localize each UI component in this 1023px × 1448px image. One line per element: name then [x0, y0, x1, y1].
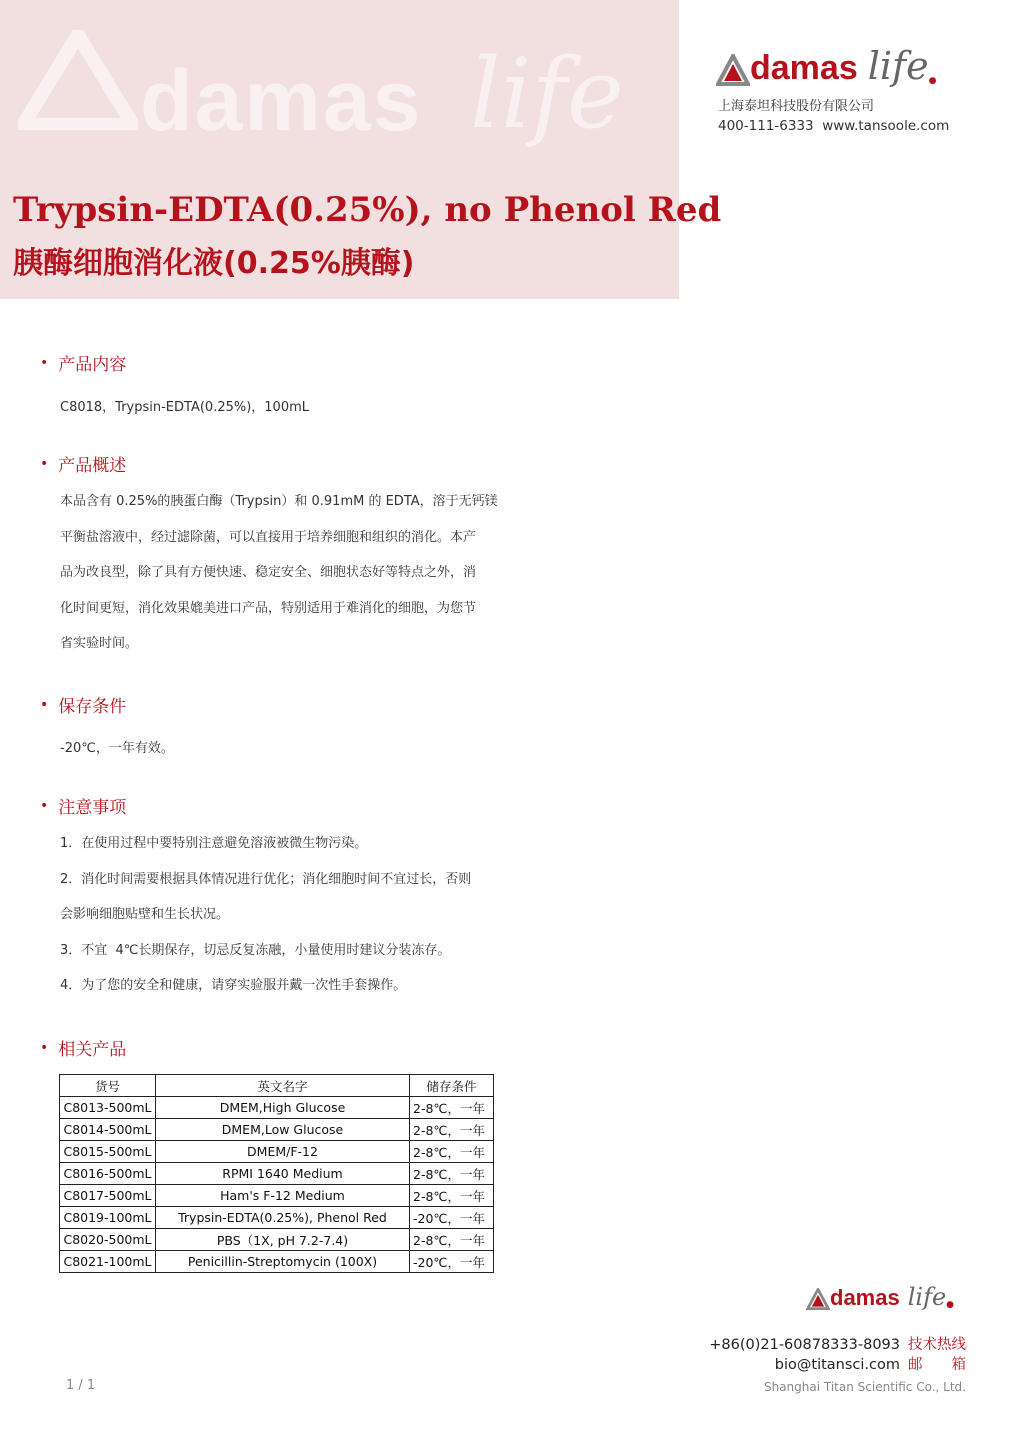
table-cell: C8016-500mL [60, 1163, 156, 1185]
bullet-icon: • [40, 455, 49, 472]
table-row [60, 1097, 494, 1119]
section-heading-related [40, 1035, 126, 1060]
watermark-life: life [470, 38, 624, 150]
page-title-en: Trypsin-EDTA(0.25%), no Phenol Red [13, 190, 722, 230]
overview-line: 品为改良型，除了具有方便快速、稳定安全、细胞状态好等特点之外，消 [60, 565, 477, 580]
table-cell: Penicillin-Streptomycin (100X) [156, 1251, 410, 1273]
table-cell: Ham's F-12 Medium [156, 1185, 410, 1207]
table-cell: 2-8℃，一年 [410, 1185, 494, 1207]
table-cell: C8021-100mL [60, 1251, 156, 1273]
column-header: 货号 [60, 1075, 156, 1097]
logo-triangle-icon [716, 54, 750, 86]
section-heading-overview [40, 451, 126, 476]
footer-registered-mark-icon: ● [946, 1300, 955, 1310]
column-header: 储存条件 [410, 1075, 494, 1097]
table-cell: C8015-500mL [60, 1141, 156, 1163]
table-cell: C8019-100mL [60, 1207, 156, 1229]
section-heading-text: 相关产品 [58, 1040, 127, 1060]
table-row [60, 1185, 494, 1207]
table-cell: 2-8℃，一年 [410, 1141, 494, 1163]
table-row [60, 1229, 494, 1251]
footer-email-line [775, 1353, 966, 1374]
brand-name: damas [750, 49, 858, 87]
section-heading-text: 产品内容 [58, 355, 127, 375]
note-line: 3．不宜 4℃长期保存，切忌反复冻融，小量使用时建议分装冻存。 [60, 942, 451, 958]
note-line: 2．消化时间需要根据具体情况进行优化；消化细胞时间不宜过长，否则 [60, 871, 472, 887]
table-cell: 2-8℃，一年 [410, 1119, 494, 1141]
table-cell: 2-8℃，一年 [410, 1097, 494, 1119]
related-products-table [59, 1074, 494, 1273]
section-heading-text: 产品概述 [58, 456, 127, 476]
page-title-cn: 胰酶细胞消化液(0.25%胰酶) [13, 246, 415, 281]
bullet-icon: • [40, 696, 49, 713]
section-heading-storage [40, 692, 126, 717]
table-header-row [60, 1075, 494, 1097]
table-cell: DMEM,Low Glucose [156, 1119, 410, 1141]
section-heading-text: 注意事项 [58, 798, 127, 818]
table-row [60, 1251, 494, 1273]
company-name-en: Shanghai Titan Scientific Co., Ltd. [763, 1380, 966, 1394]
overview-line: 平衡盐溶液中，经过滤除菌，可以直接用于培养细胞和组织的消化。本产 [60, 529, 477, 545]
note-line: 会影响细胞贴壁和生长状况。 [60, 907, 230, 922]
contact-line: 400-111-6333 www.tansoole.com [718, 118, 950, 134]
table-row [60, 1119, 494, 1141]
table-row [60, 1207, 494, 1229]
bullet-icon: • [40, 1039, 49, 1056]
storage-text: -20℃，一年有效。 [60, 741, 174, 756]
table-cell: -20℃，一年 [410, 1207, 494, 1229]
watermark-logo-icon [18, 30, 138, 130]
company-name-cn: 上海泰坦科技股份有限公司 [718, 99, 875, 114]
brand-life: life [867, 44, 929, 88]
note-line: 4．为了您的安全和健康，请穿实验服并戴一次性手套操作。 [60, 978, 407, 993]
watermark-text: damas [140, 53, 423, 149]
footer-phone: +86(0)21-60878333-8093 [709, 1337, 900, 1353]
note-line: 1．在使用过程中要特别注意避免溶液被微生物污染。 [60, 836, 368, 851]
footer-email[interactable]: bio@titansci.com [774, 1357, 900, 1373]
overview-text [60, 484, 498, 662]
table-cell: 2-8℃，一年 [410, 1229, 494, 1251]
table-cell: C8014-500mL [60, 1119, 156, 1141]
notes-text [60, 826, 471, 1004]
page-number: 1 / 1 [66, 1378, 96, 1393]
footer-brand-logo [806, 1284, 954, 1310]
table-row [60, 1141, 494, 1163]
bullet-icon: • [40, 797, 49, 814]
overview-line: 化时间更短，消化效果媲美进口产品，特别适用于难消化的细胞，为您节 [60, 600, 477, 616]
footer-logo-triangle-icon [806, 1288, 830, 1310]
overview-line: 省实验时间。 [60, 636, 139, 651]
table-cell: DMEM,High Glucose [156, 1097, 410, 1119]
column-header: 英文名字 [156, 1075, 410, 1097]
table-cell: 2-8℃，一年 [410, 1163, 494, 1185]
registered-mark-icon: ● [928, 76, 937, 86]
table-cell: C8017-500mL [60, 1185, 156, 1207]
section-heading-contents [40, 350, 126, 375]
footer-brand-life: life [907, 1283, 947, 1311]
footer-brand-name: damas [830, 1285, 900, 1310]
table-cell: Trypsin-EDTA(0.25%), Phenol Red [156, 1207, 410, 1229]
footer-phone-label: 技术热线 [908, 1337, 966, 1353]
table-cell: RPMI 1640 Medium [156, 1163, 410, 1185]
footer-phone-line [709, 1333, 966, 1354]
table-cell: C8013-500mL [60, 1097, 156, 1119]
overview-line: 本品含有 0.25%的胰蛋白酶（Trypsin）和 0.91mM 的 EDTA，溶于无钙镁 [60, 494, 498, 509]
table-cell: PBS（1X, pH 7.2-7.4) [156, 1229, 410, 1251]
table-cell: C8020-500mL [60, 1229, 156, 1251]
brand-logo [716, 46, 976, 86]
contents-text: C8018，Trypsin-EDTA(0.25%)，100mL [60, 400, 310, 415]
bullet-icon: • [40, 354, 49, 371]
footer-email-label: 邮 箱 [908, 1357, 966, 1373]
header-band [0, 0, 722, 299]
section-heading-notes [40, 793, 126, 818]
table-row [60, 1163, 494, 1185]
table-cell: DMEM/F-12 [156, 1141, 410, 1163]
section-heading-text: 保存条件 [58, 697, 127, 717]
table-cell: -20℃，一年 [410, 1251, 494, 1273]
